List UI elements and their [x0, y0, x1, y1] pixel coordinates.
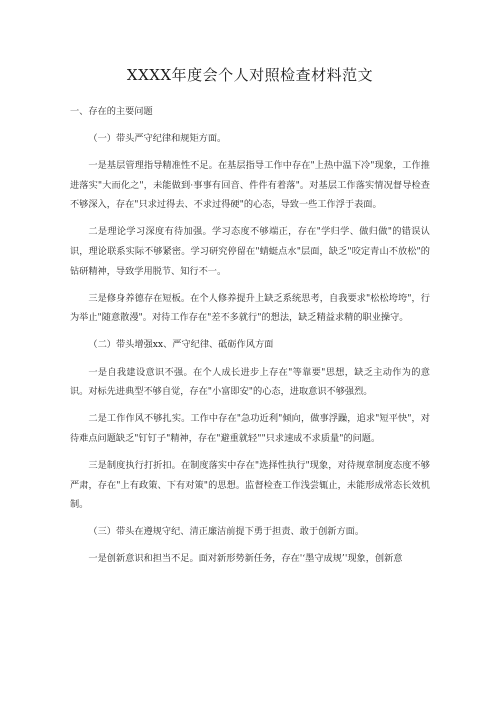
document-body [70, 102, 430, 576]
paragraph: 三是修身养德存在短板。在个人修养提升上缺乏系统思考，自我要求"松松垮垮"，行为举止"随意散漫"。对待工作存在"差不多就行"的想法，缺乏精益求精的职业操守。 [70, 292, 430, 324]
paragraph: 一是自我建设意识不强。在个人成长进步上存在"等靠要"思想，缺乏主动作为的意识。对标先进典型不够自觉，存在"小富即安"的心态，进取意识不够强烈。 [70, 366, 430, 398]
paragraph: 三是制度执行打折扣。在制度落实中存在"选择性执行"现象，对待规章制度态度不够严肃，存在"上有政策、下有对策"的思想。监督检查工作浅尝辄止，未能形成常态长效机制。 [70, 459, 430, 511]
subsection-heading-3: （三）带头在遵规守纪、清正廉洁前提下勇于担责、敢于创新方面。 [88, 526, 365, 538]
paragraph: 二是理论学习深度有待加强。学习态度不够端正，存在"学归学、做归做"的错误认识，理论联系实际不够紧密。学习研究停留在"蜻蜓点水"层面，缺乏"咬定青山不放松"的钻研精神，导致学用脱节、知行不一。 [70, 226, 430, 277]
section-heading-1: 一、存在的主要问题 [70, 106, 153, 117]
subsection-heading-2: （二）带头增强xx、严守纪律、砥砺作风方面 [88, 339, 274, 351]
paragraph: 二是工作作风不够扎实。工作中存在"急功近利"倾向，做事浮躁，追求"短平快"，对待难点问题缺乏"钉钉子"精神，存在"避重就轻""只求速成不求质量"的问题。 [70, 413, 430, 444]
document-title: XXXX年度会个人对照检查材料范文 [126, 66, 374, 84]
subsection-heading-1: （一）带头严守纪律和规矩方面。 [88, 133, 227, 145]
paragraph: 一是基层管理指导精准性不足。在基层指导工作中存在"上热中温下冷"现象，工作推进落实"大而化之"，未能做到·事事有回音、件件有着落"。对基层工作落实情况督导检查不够深入，存在"只求过得去、不求过得硬"的心态，导致一些工作浮于表面。 [70, 160, 430, 211]
paragraph: 一是创新意识和担当不足。面对新形势新任务，存在'‘墨守成规’'现象，创新意 [88, 553, 403, 565]
